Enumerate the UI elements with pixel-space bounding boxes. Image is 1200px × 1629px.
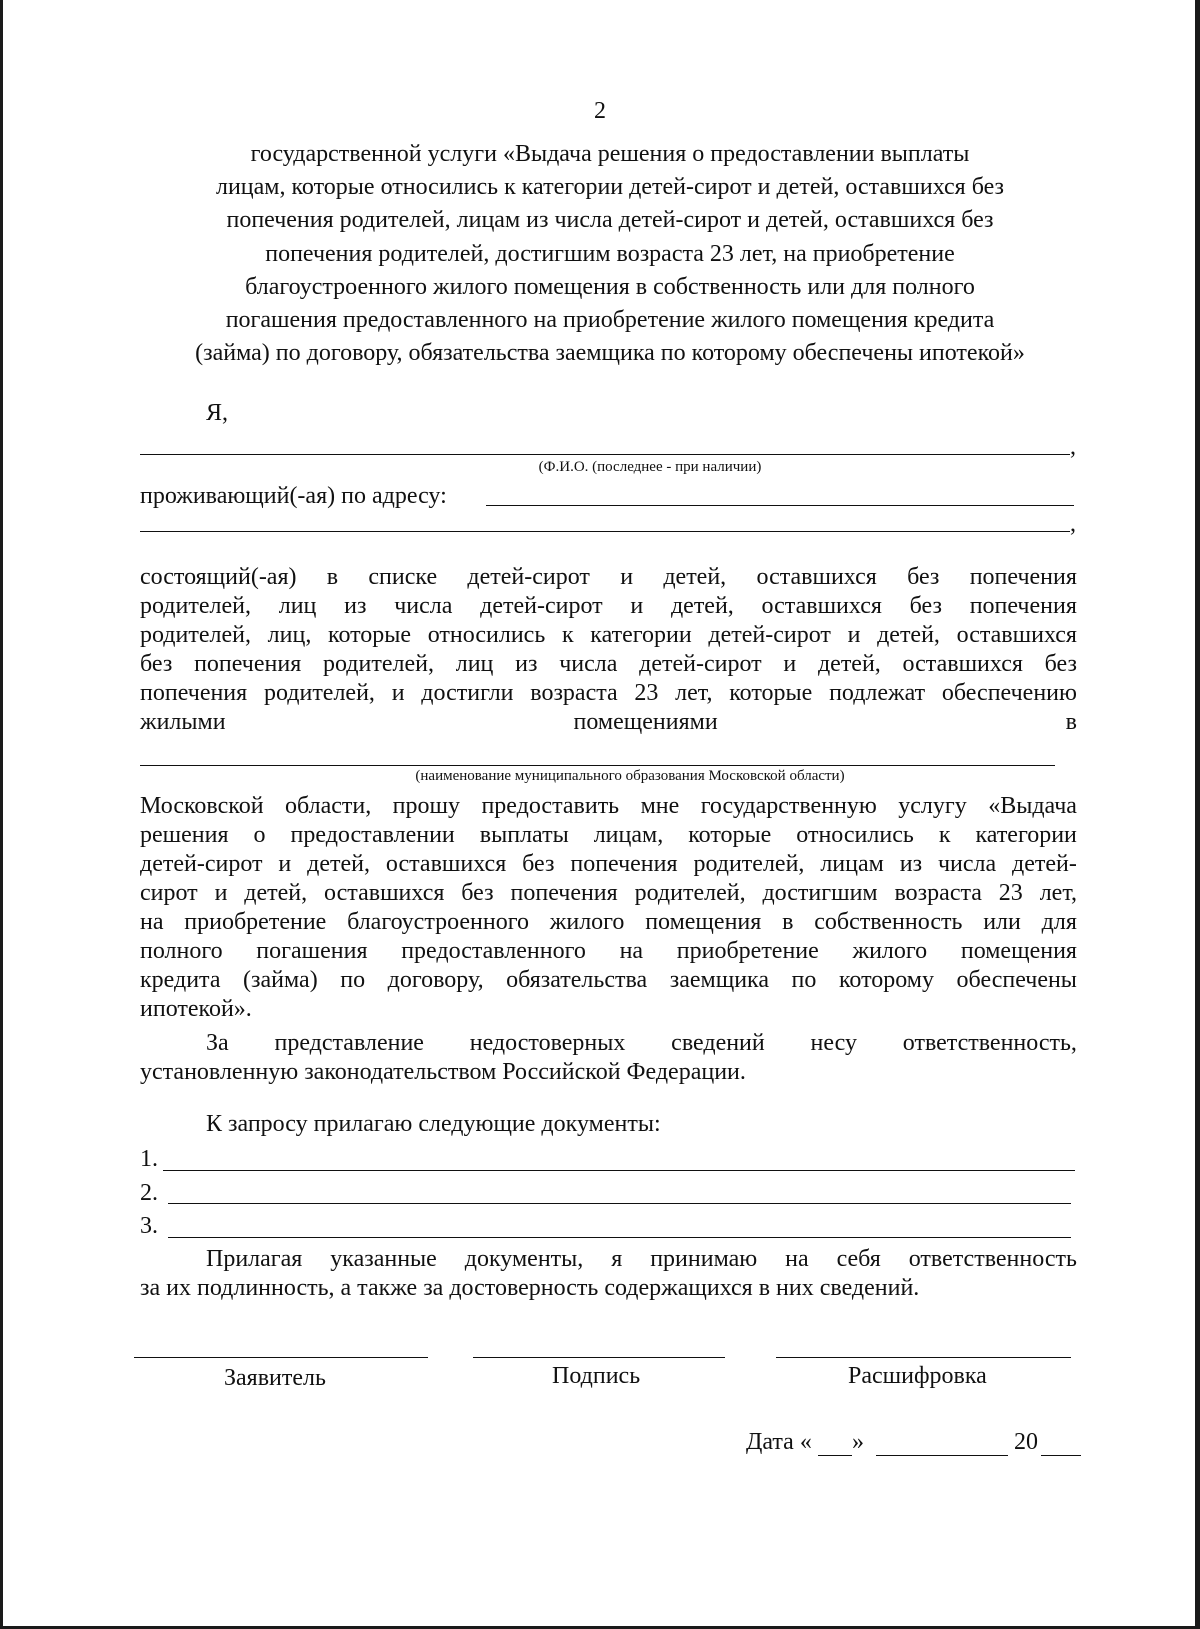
word: без	[461, 880, 494, 906]
name-trailing-comma: ,	[1070, 434, 1076, 460]
word: принимаю	[650, 1246, 758, 1272]
applicant-label: Заявитель	[224, 1365, 326, 1391]
title-line: попечения родителей, лицам из числа детей-сирот и детей, оставшихся без	[226, 207, 994, 234]
word: помещения	[645, 909, 762, 935]
word: категории	[975, 822, 1077, 848]
word: обеспечены	[956, 967, 1077, 993]
word: ответственность	[908, 1246, 1077, 1272]
word: состоящий(-ая)	[140, 564, 297, 590]
paragraph-line: установленную законодательством Российской Федерации.	[140, 1059, 746, 1085]
word: из	[515, 651, 538, 677]
word: детей,	[244, 880, 308, 906]
word: прошу	[392, 793, 460, 819]
authenticity-paragraph	[206, 1245, 1077, 1274]
word: без	[1044, 651, 1077, 677]
document-title	[140, 138, 1080, 370]
paragraph-line	[140, 821, 1077, 850]
word: к	[561, 622, 574, 648]
word: достигли	[421, 680, 514, 706]
attachment-number: 2.	[140, 1180, 158, 1206]
word: детей,	[817, 651, 881, 677]
word: родителей,	[693, 851, 805, 877]
word: детей-сирот	[140, 851, 263, 877]
paragraph-line: ипотекой».	[140, 996, 252, 1022]
word: детей-	[1012, 851, 1077, 877]
word: области,	[285, 793, 372, 819]
word: лет,	[1039, 880, 1077, 906]
word: решения	[140, 822, 229, 848]
word: числа	[937, 851, 997, 877]
decoding-label: Расшифровка	[848, 1363, 987, 1389]
word: помещения	[960, 938, 1077, 964]
word: детей,	[663, 564, 727, 590]
word: попечения	[194, 651, 302, 677]
word: родителей,	[140, 593, 251, 619]
attachments-intro: К запросу прилагаю следующие документы:	[206, 1111, 661, 1137]
word: сведений	[671, 1030, 765, 1056]
word: (займа)	[243, 967, 318, 993]
word: предоставленного	[401, 938, 586, 964]
word: лиц	[455, 651, 494, 677]
date-label: Дата «	[746, 1429, 812, 1455]
word: Прилагая	[206, 1246, 303, 1272]
word: детей,	[307, 851, 370, 877]
word: по	[340, 967, 366, 993]
word: родителей,	[140, 622, 251, 648]
word: списке	[368, 564, 438, 590]
word: числа	[559, 651, 618, 677]
word: без	[140, 651, 173, 677]
word: из	[899, 851, 923, 877]
page-number: 2	[594, 98, 606, 124]
word: государственную	[700, 793, 877, 819]
status-paragraph	[140, 563, 1077, 737]
date-year-prefix: 20	[1014, 1429, 1038, 1455]
word: жилыми	[140, 709, 226, 735]
word: лицам	[820, 851, 884, 877]
word: собственность	[814, 909, 963, 935]
word: оставшихся	[956, 622, 1077, 648]
word: попечения	[969, 593, 1077, 619]
word: 23	[634, 680, 659, 706]
word: помещениями	[573, 709, 718, 735]
date-close-quote: »	[852, 1429, 864, 1455]
word: оставшихся	[761, 593, 882, 619]
word: которые	[688, 822, 772, 848]
word: о	[253, 822, 266, 848]
word: себя	[836, 1246, 881, 1272]
word: заемщика	[669, 967, 769, 993]
paragraph-line	[206, 1245, 1077, 1274]
word: и	[278, 851, 292, 877]
address-field-line-2[interactable]	[140, 531, 1070, 532]
attachment-number: 3.	[140, 1213, 158, 1239]
title-line: (займа) по договору, обязательства заемщика по которому обеспечены ипотекой»	[195, 340, 1025, 367]
word: обязательства	[506, 967, 648, 993]
word: жилого	[549, 909, 625, 935]
name-field-caption: (Ф.И.О. (последнее - при наличии)	[538, 459, 762, 475]
word: договору,	[387, 967, 484, 993]
word: и	[620, 564, 634, 590]
word: сирот	[140, 880, 198, 906]
attachment-field-line-2[interactable]	[168, 1203, 1071, 1204]
applicant-signature-line[interactable]	[134, 1357, 428, 1358]
word: предоставлении	[290, 822, 455, 848]
word: попечения	[570, 851, 678, 877]
word: услугу	[898, 793, 967, 819]
word: на	[785, 1246, 809, 1272]
liability-paragraph	[206, 1029, 1077, 1058]
word: ответственность,	[902, 1030, 1077, 1056]
word: родителей,	[263, 680, 375, 706]
attachment-field-line-1[interactable]	[163, 1170, 1075, 1171]
word: недостоверных	[469, 1030, 626, 1056]
word: которые	[328, 622, 412, 648]
word: попечения	[969, 564, 1077, 590]
date-year-field[interactable]	[1041, 1455, 1081, 1456]
word: и	[630, 593, 644, 619]
paragraph-line	[140, 879, 1077, 908]
date-day-field[interactable]	[818, 1455, 852, 1456]
request-paragraph	[140, 792, 1077, 1024]
paragraph-line	[140, 563, 1077, 592]
scan-edge-right	[1195, 0, 1200, 1629]
word: достигшим	[762, 880, 878, 906]
word: попечения	[140, 680, 248, 706]
authenticity-paragraph-cont	[140, 1274, 1077, 1303]
name-field-line[interactable]	[140, 454, 1070, 455]
word: относились	[796, 822, 914, 848]
paragraph-line	[140, 966, 1077, 995]
paragraph-line	[140, 937, 1077, 966]
word: и	[214, 880, 228, 906]
word: детей-сирот	[467, 564, 590, 590]
word: возраста	[894, 880, 982, 906]
paragraph-line: за их подлинность, а также за достоверность содержащихся в них сведений.	[140, 1275, 920, 1301]
word: к	[938, 822, 951, 848]
word: которому	[838, 967, 934, 993]
word: детей,	[670, 593, 734, 619]
municipality-field-line[interactable]	[140, 765, 1055, 766]
word: полного	[140, 938, 223, 964]
word: обеспечению	[941, 680, 1077, 706]
paragraph-line	[140, 592, 1077, 621]
word: без	[909, 593, 942, 619]
word: в	[782, 909, 794, 935]
word: родителей,	[323, 651, 434, 677]
word: детей,	[877, 622, 940, 648]
word: оставшихся	[902, 651, 1023, 677]
word: подлежат	[829, 680, 926, 706]
word: и	[783, 651, 797, 677]
word: на	[619, 938, 644, 964]
word: оставшихся	[385, 851, 507, 877]
signature-line[interactable]	[473, 1357, 725, 1358]
word: оставшихся	[756, 564, 877, 590]
word: числа	[394, 593, 453, 619]
word: детей-сирот	[639, 651, 762, 677]
word: для	[1041, 909, 1077, 935]
word: За	[206, 1030, 229, 1056]
word: из	[344, 593, 367, 619]
word: без	[522, 851, 555, 877]
word: документы,	[464, 1246, 584, 1272]
applicant-intro: Я,	[206, 400, 229, 426]
word: и	[847, 622, 861, 648]
paragraph-line	[206, 1029, 1077, 1058]
word: в	[1065, 709, 1077, 735]
paragraph-line	[140, 850, 1077, 879]
paragraph-line	[140, 708, 1077, 737]
word: по	[791, 967, 817, 993]
word: погашения	[256, 938, 368, 964]
word: приобретение	[184, 909, 327, 935]
word: указанные	[330, 1246, 437, 1272]
address-trailing-comma: ,	[1070, 511, 1076, 537]
paragraph-line	[140, 679, 1077, 708]
title-line: государственной услуги «Выдача решения о предоставлении выплаты	[250, 141, 970, 167]
word: детей-сирот	[708, 622, 831, 648]
word: попечения	[510, 880, 618, 906]
word: предоставить	[481, 793, 620, 819]
title-line: благоустроенного жилого помещения в собственность или для полного	[245, 273, 975, 300]
word: оставшихся	[324, 880, 445, 906]
word: родителей,	[634, 880, 746, 906]
word: без	[907, 564, 940, 590]
word: «Выдача	[988, 793, 1077, 819]
word: относились	[427, 622, 546, 648]
word: и	[391, 680, 405, 706]
word: приобретение	[676, 938, 819, 964]
word: или	[983, 909, 1021, 935]
title-line: лицам, которые относились к категории детей-сирот и детей, оставшихся без	[215, 174, 1005, 201]
word: лиц	[278, 593, 317, 619]
liability-paragraph-cont	[140, 1058, 1077, 1087]
word: мне	[640, 793, 680, 819]
paragraph-line	[140, 650, 1077, 679]
word: несу	[810, 1030, 857, 1056]
title-line: попечения родителей, достигшим возраста 23 лет, на приобретение	[265, 240, 955, 267]
municipality-caption: (наименование муниципального образования Московской области)	[415, 768, 845, 784]
word: в	[326, 564, 339, 590]
word: кредита	[140, 967, 221, 993]
attachment-field-line-3[interactable]	[168, 1237, 1071, 1238]
paragraph-line	[140, 621, 1077, 650]
word: лиц,	[267, 622, 312, 648]
scan-edge-left	[0, 0, 3, 1629]
word: жилого	[852, 938, 928, 964]
word: представление	[274, 1030, 424, 1056]
word: выплаты	[479, 822, 569, 848]
address-field-line-1[interactable]	[486, 505, 1074, 506]
word: лицам,	[593, 822, 664, 848]
paragraph-line	[140, 908, 1077, 937]
title-line: погашения предоставленного на приобретение жилого помещения кредита	[225, 307, 995, 334]
word: категории	[590, 622, 692, 648]
word: детей-сирот	[480, 593, 603, 619]
word: лет,	[675, 680, 713, 706]
word: возраста	[530, 680, 618, 706]
address-label: проживающий(-ая) по адресу:	[140, 483, 447, 509]
attachment-number: 1.	[140, 1146, 158, 1172]
word: я	[611, 1246, 623, 1272]
word: Московской	[140, 793, 264, 819]
decoding-signature-line[interactable]	[776, 1357, 1071, 1358]
signature-label: Подпись	[552, 1363, 641, 1389]
word: 23	[998, 880, 1023, 906]
word: на	[140, 909, 164, 935]
paragraph-line	[140, 792, 1077, 821]
word: которые	[729, 680, 813, 706]
word: благоустроенного	[347, 909, 529, 935]
date-month-field[interactable]	[876, 1455, 1008, 1456]
